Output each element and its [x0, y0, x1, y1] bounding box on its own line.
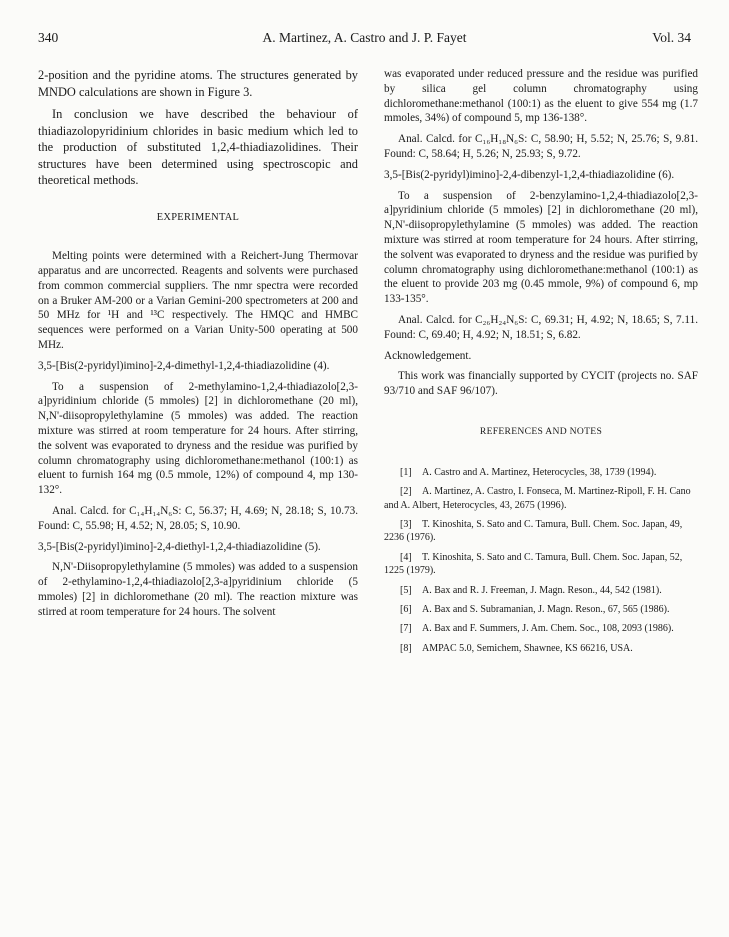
running-header-authors: A. Martinez, A. Castro and J. P. Fayet: [262, 30, 467, 45]
reference-item: [1] A. Castro and A. Martinez, Heterocycles, 38, 1739 (1994).: [400, 466, 657, 478]
compound-6-analysis: Anal. Calcd. for C₂₆H₂₄N₆S: C, 69.31; H, 4.92; N, 18.65; S, 7.11. Found: C, 69.40; H, 4.92; N, 18.51; S, 6.82.: [384, 313, 698, 341]
experimental-heading: EXPERIMENTAL: [156, 211, 240, 223]
references-heading: REFERENCES AND NOTES: [479, 425, 603, 437]
acknowledgement-text: This work was financially supported by CYCIT (projects no. SAF 93/710 and SAF 96/107).: [384, 370, 698, 398]
volume-label: Vol. 34: [652, 30, 691, 45]
reference-item: [6] A. Bax and S. Subramanian, J. Magn. Reson., 67, 565 (1986).: [400, 603, 670, 615]
compound-4-procedure: To a suspension of 2-methylamino-1,2,4-thiadiazolo[2,3-a]pyridinium chloride (5 mmoles) [2] in dichloromethane (20 ml), N,N'-diisopropylethylamine (5 mmoles) was added. The reaction mixture was stirred at room temperature for 24 hours. After stirring, the solvent was evaporated to dryness and the residue was purified by column chromatography using dichloromethane:methanol (100:1) as eluent to furnish 164 mg (0.5 mmole, 12%) of compound 4, mp 130-132°.: [38, 380, 358, 497]
paragraph: 2-position and the pyridine atoms. The structures generated by MNDO calculations are shown in Figure 3.: [38, 68, 358, 99]
compound-5-procedure: N,N'-Diisopropylethylamine (5 mmoles) was added to a suspension of 2-ethylamino-1,2,4-thiadiazolo[2,3-a]pyridinium chloride (5 mmoles) [2] in dichloromethane (20 ml). The reaction mixture was stirred at room temperature for 24 hours. The solvent: [38, 561, 358, 618]
right-column: [384, 67, 698, 661]
page-number: 340: [38, 30, 59, 45]
reference-item: [2] A. Martinez, A. Castro, I. Fonseca, M. Martinez-Ripoll, F. H. Cano and A. Albert, Heterocycles, 43, 2675 (1996).: [384, 486, 691, 511]
reference-list: [384, 466, 698, 655]
compound-4-title: 3,5-[Bis(2-pyridyl)imino]-2,4-dimethyl-1,2,4-thiadiazolidine (4).: [38, 359, 330, 372]
reference-item: [4] T. Kinoshita, S. Sato and C. Tamura, Bull. Chem. Soc. Japan, 52, 1225 (1979).: [384, 551, 683, 577]
compound-4-analysis: Anal. Calcd. for C₁₄H₁₄N₆S: C, 56.37; H, 4.69; N, 28.18; S, 10.73. Found: C, 55.98; H, 4.52; N, 28.05; S, 10.90.: [38, 505, 358, 532]
reference-item: [5] A. Bax and R. J. Freeman, J. Magn. Reson., 44, 542 (1981).: [400, 584, 662, 596]
compound-5-title: 3,5-[Bis(2-pyridyl)imino]-2,4-diethyl-1,2,4-thiadiazolidine (5).: [38, 540, 321, 553]
reference-item: [3] T. Kinoshita, S. Sato and C. Tamura, Bull. Chem. Soc. Japan, 49, 2236 (1976).: [384, 518, 683, 544]
left-column: [38, 67, 358, 626]
conclusion-paragraph: In conclusion we have described the behaviour of thiadiazolopyridinium chlorides in basic medium which led to the production of substituted 1,2,4-thiadiazolidines. Their structures have been determined using spectroscopic and theoretical methods.: [38, 107, 358, 187]
compound-6-title: 3,5-[Bis(2-pyridyl)imino]-2,4-dibenzyl-1,2,4-thiadiazolidine (6).: [384, 168, 675, 181]
compound-5-analysis: Anal. Calcd. for C₁₆H₁₈N₆S: C, 58.90; H, 5.52; N, 25.76; S, 9.81. Found: C, 58.64; H, 5.26; N, 25.93; S, 9.72.: [384, 133, 698, 160]
acknowledgement-heading: Acknowledgement.: [384, 349, 472, 362]
methods-paragraph: Melting points were determined with a Reichert-Jung Thermovar apparatus and are uncorrected. Reagents and solvents were purchased from common commercial suppliers. The nmr spectra were recorded on a Bruker AM-200 or a Varian Gemini-200 spectrometers at 200 and 50 MHz for ¹H and ¹³C respectively. The HMQC and HMBC sequences were performed on a Varian Unity-500 operating at 500 MHz.: [38, 250, 358, 352]
reference-item: [7] A. Bax and F. Summers, J. Am. Chem. Soc., 108, 2093 (1986).: [400, 623, 674, 635]
reference-item: [8] AMPAC 5.0, Semichem, Shawnee, KS 66216, USA.: [400, 642, 633, 654]
compound-6-procedure: To a suspension of 2-benzylamino-1,2,4-thiadiazolo[2,3-a]pyridinium chloride (5 mmoles) [2] in dichloromethane (20 ml), N,N'-diisopropylethylamine (5 mmoles) was added. The reaction mixture was stirred at room temperature for 24 hours. After stirring, the solvent was evaporated to dryness and the residue was purified by column chromatography using dichloromethane:methanol (100:1) as the eluent to provide 203 mg (0.45 mmole, 9%) of compound 6, mp 133-135°.: [384, 189, 698, 306]
compound-5-procedure-cont: was evaporated under reduced pressure and the residue was purified by silica gel column chromatography using dichloromethane:methanol (100:1) as the eluent to give 554 mg (1.7 mmoles, 34%) of compound 5, mp 136-138°.: [384, 68, 698, 125]
